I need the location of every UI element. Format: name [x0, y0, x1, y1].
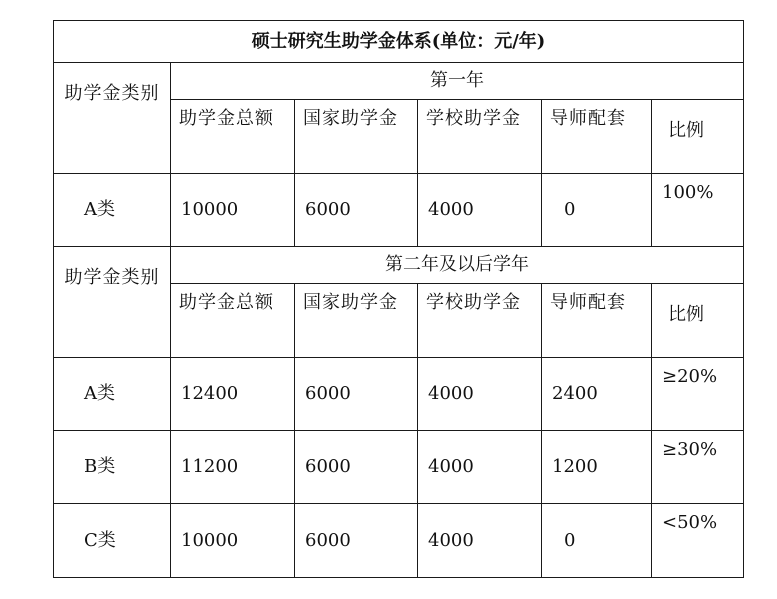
- column-header-school: 学校助学金: [418, 100, 542, 174]
- cell-school: 4000: [418, 431, 542, 504]
- column-header-total: 助学金总额: [171, 284, 295, 358]
- section-header: 第一年: [171, 63, 744, 100]
- category-label: 助学金类别: [54, 247, 171, 358]
- cell-mentor: 0: [542, 174, 652, 247]
- column-header-national: 国家助学金: [295, 284, 418, 358]
- cell-national: 6000: [295, 174, 418, 247]
- section2-header-row: [54, 247, 744, 284]
- section1-header-row: [54, 63, 744, 100]
- section-header: 第二年及以后学年: [171, 247, 744, 284]
- cell-ratio: ≥30%: [652, 431, 744, 504]
- cell-ratio: ≥20%: [652, 358, 744, 431]
- table-row: [54, 431, 744, 504]
- table-title: 硕士研究生助学金体系(单位：元/年): [54, 21, 744, 63]
- cell-ratio: 100%: [652, 174, 744, 247]
- column-header-ratio: 比例: [652, 284, 744, 358]
- cell-school: 4000: [418, 358, 542, 431]
- cell-total: 11200: [171, 431, 295, 504]
- row-label: B类: [54, 431, 171, 504]
- table-row: [54, 174, 744, 247]
- cell-school: 4000: [418, 504, 542, 578]
- column-header-school: 学校助学金: [418, 284, 542, 358]
- cell-ratio: <50%: [652, 504, 744, 578]
- cell-national: 6000: [295, 431, 418, 504]
- cell-total: 12400: [171, 358, 295, 431]
- column-header-national: 国家助学金: [295, 100, 418, 174]
- title-row: [54, 21, 744, 63]
- scholarship-table: [53, 20, 744, 578]
- cell-mentor: 2400: [542, 358, 652, 431]
- category-label: 助学金类别: [54, 63, 171, 174]
- cell-total: 10000: [171, 174, 295, 247]
- column-header-mentor: 导师配套: [542, 100, 652, 174]
- cell-mentor: 1200: [542, 431, 652, 504]
- row-label: A类: [54, 174, 171, 247]
- column-header-total: 助学金总额: [171, 100, 295, 174]
- cell-national: 6000: [295, 358, 418, 431]
- column-header-ratio: 比例: [652, 100, 744, 174]
- cell-national: 6000: [295, 504, 418, 578]
- table-row: [54, 504, 744, 578]
- table-row: [54, 358, 744, 431]
- row-label: A类: [54, 358, 171, 431]
- column-header-mentor: 导师配套: [542, 284, 652, 358]
- cell-school: 4000: [418, 174, 542, 247]
- cell-total: 10000: [171, 504, 295, 578]
- cell-mentor: 0: [542, 504, 652, 578]
- row-label: C类: [54, 504, 171, 578]
